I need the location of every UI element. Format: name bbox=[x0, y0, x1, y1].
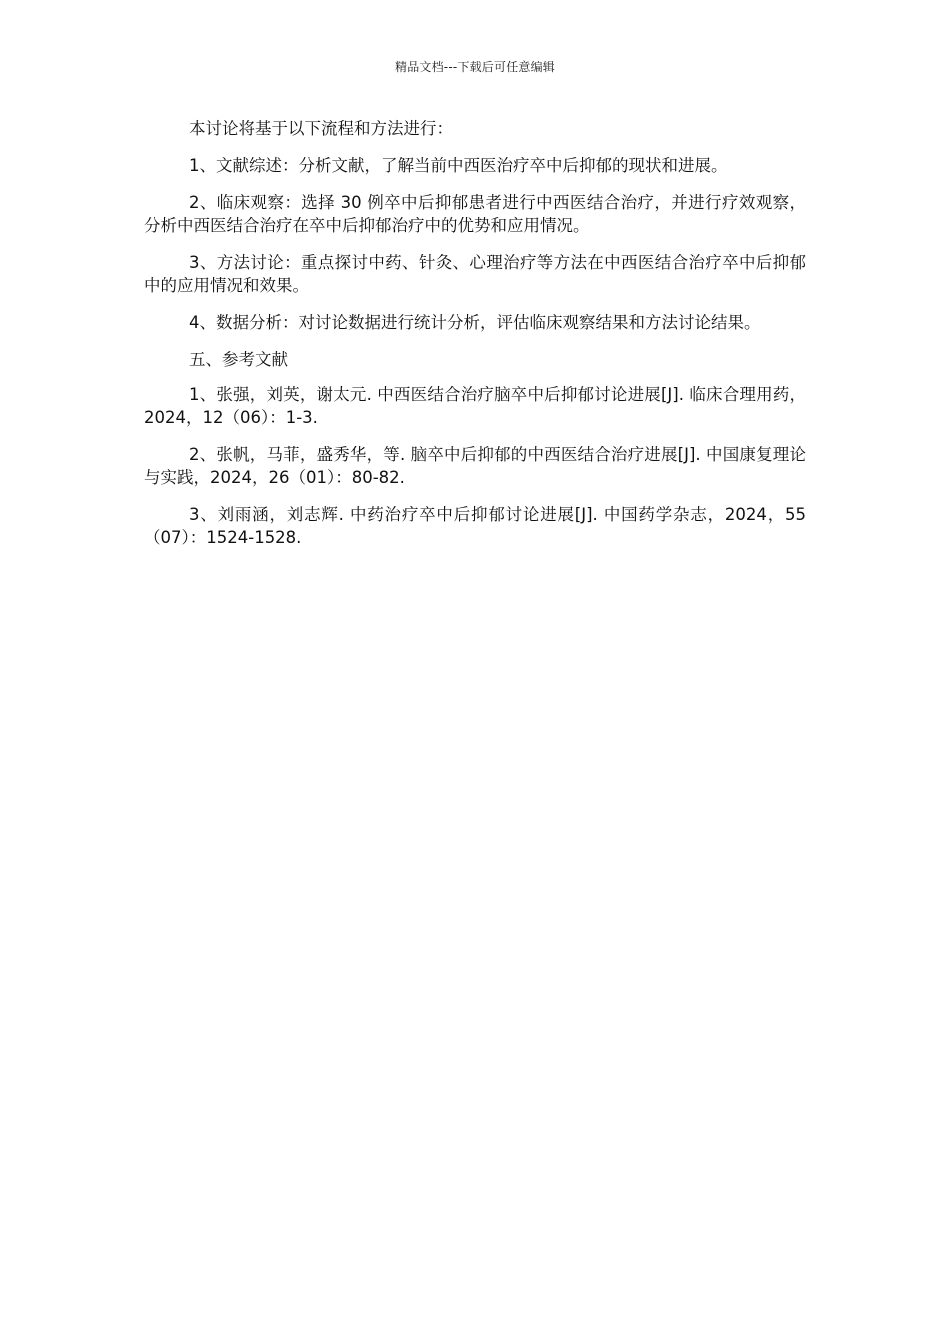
step-3-paragraph: 3、方法讨论：重点探讨中药、针灸、心理治疗等方法在中西医结合治疗卒中后抑郁中的应用情况和效果。 bbox=[144, 253, 806, 295]
document-body bbox=[144, 117, 806, 563]
step-1-paragraph: 1、文献综述：分析文献，了解当前中西医治疗卒中后抑郁的现状和进展。 bbox=[189, 156, 728, 175]
step-4-paragraph: 4、数据分析：对讨论数据进行统计分析，评估临床观察结果和方法讨论结果。 bbox=[189, 313, 761, 332]
reference-3: 3、刘雨涵，刘志辉. 中药治疗卒中后抑郁讨论进展[J]. 中国药学杂志，2024，55（07）：1524-1528. bbox=[144, 505, 806, 547]
reference-2: 2、张帆，马菲，盛秀华，等. 脑卒中后抑郁的中西医结合治疗进展[J]. 中国康复理论与实践，2024，26（01）：80-82. bbox=[144, 445, 806, 487]
references-heading: 五、参考文献 bbox=[189, 350, 288, 369]
step-2-paragraph: 2、临床观察：选择 30 例卒中后抑郁患者进行中西医结合治疗，并进行疗效观察，分析中西医结合治疗在卒中后抑郁治疗中的优势和应用情况。 bbox=[144, 193, 806, 235]
reference-1: 1、张强，刘英，谢太元. 中西医结合治疗脑卒中后抑郁讨论进展[J]. 临床合理用药，2024，12（06）：1-3. bbox=[144, 385, 806, 427]
page-header: 精品文档---下载后可任意编辑 bbox=[395, 60, 555, 74]
intro-paragraph: 本讨论将基于以下流程和方法进行： bbox=[189, 119, 453, 138]
